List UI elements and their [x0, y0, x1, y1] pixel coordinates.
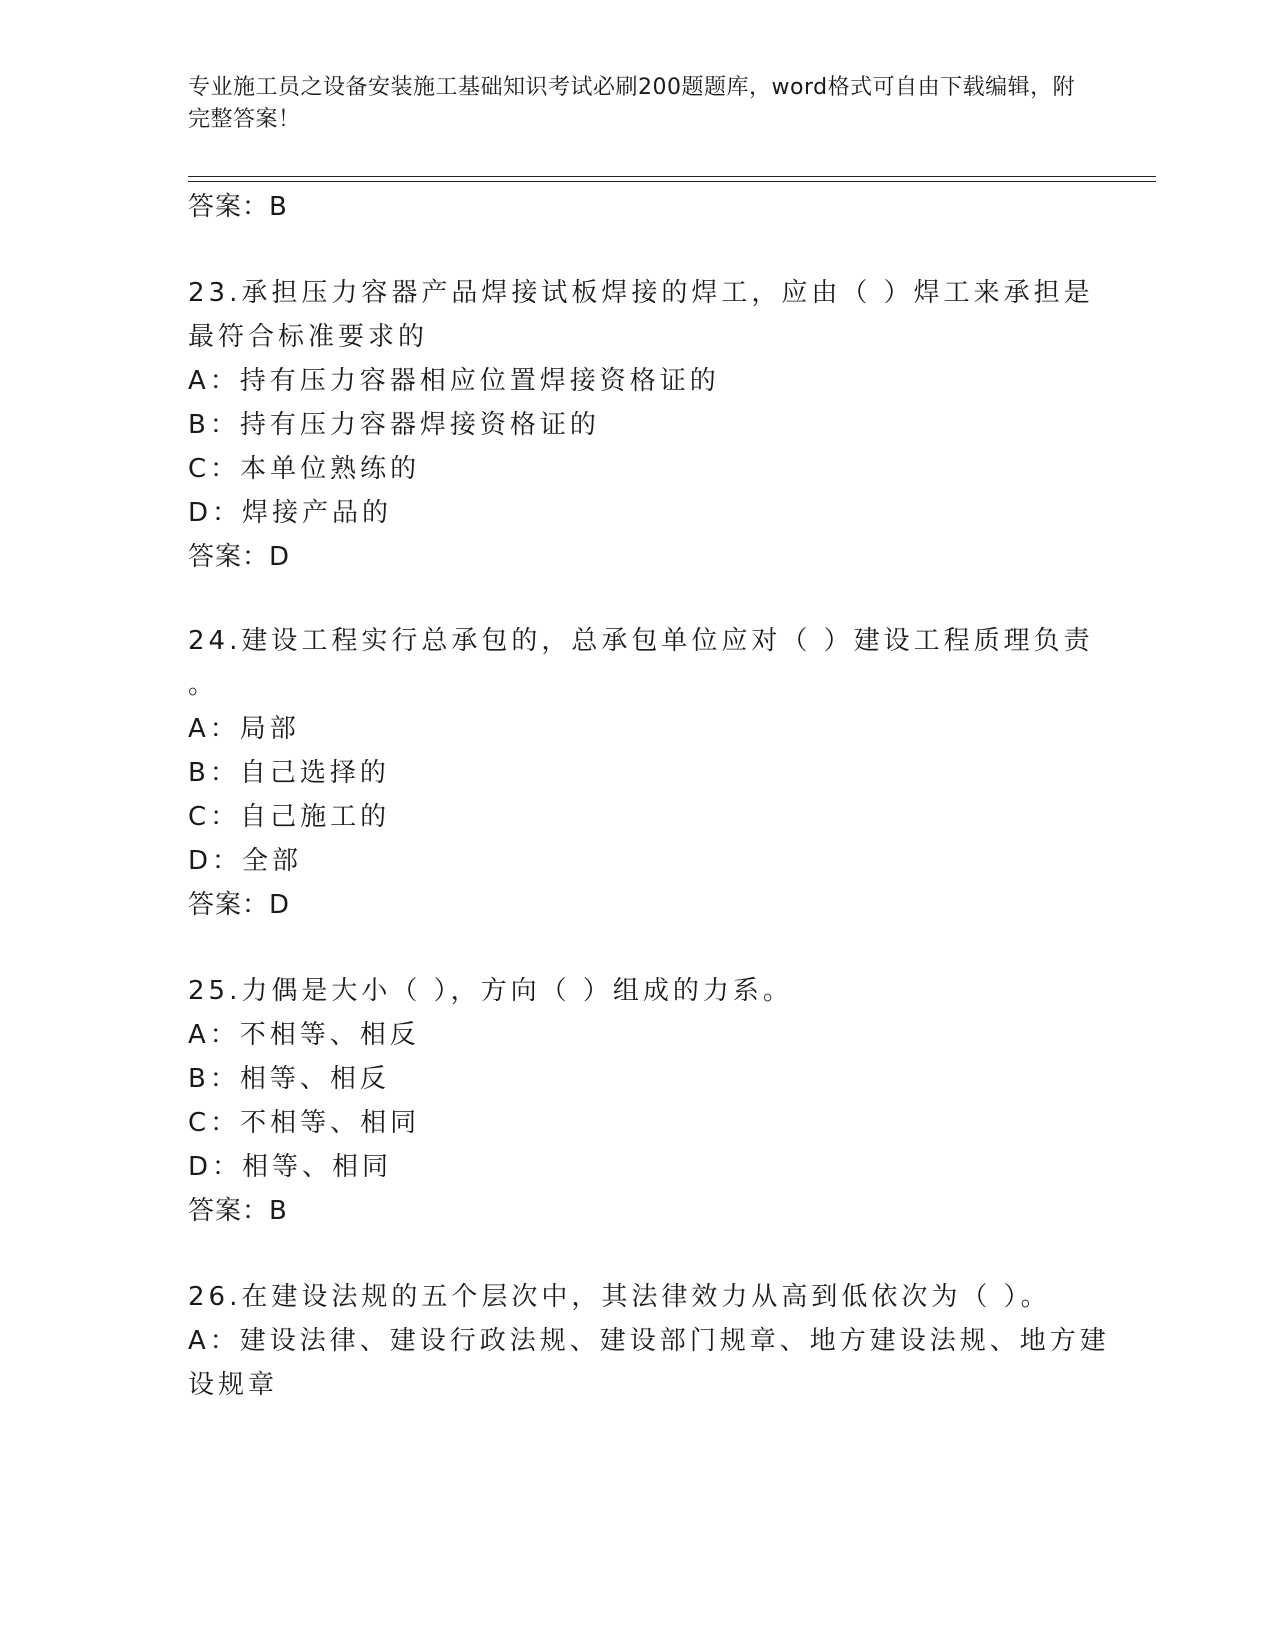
- header-rule-bottom: [188, 181, 1156, 182]
- question-25-option-b: B：相等、相反: [188, 1064, 390, 1094]
- question-25-option-c: C：不相等、相同: [188, 1108, 421, 1138]
- question-25-option-d: D：相等、相同: [188, 1152, 393, 1182]
- header-rule-top: [188, 176, 1156, 177]
- question-26-option-a-line2: 设规章: [188, 1370, 279, 1400]
- question-24-option-b: B：自己选择的: [188, 758, 390, 788]
- question-25-option-a: A：不相等、相反: [188, 1020, 420, 1050]
- question-25-stem: 25.力偶是大小（ ），方向（ ）组成的力系。: [188, 976, 793, 1006]
- question-24-option-d: D：全部: [188, 846, 303, 876]
- question-23-answer: 答案：D: [188, 542, 291, 572]
- question-24-option-c: C：自己施工的: [188, 802, 391, 832]
- question-23-stem-line1: 23.承担压力容器产品焊接试板焊接的焊工，应由（ ）焊工来承担是: [188, 278, 1094, 308]
- document-header: 专业施工员之设备安装施工基础知识考试必刷200题题库，word格式可自由下载编辑，附完整答案！: [188, 75, 1076, 132]
- question-23-option-b: B：持有压力容器焊接资格证的: [188, 410, 600, 440]
- question-26-stem: 26.在建设法规的五个层次中，其法律效力从高到低依次为（ ）。: [188, 1282, 1051, 1312]
- question-24-stem-line2: 。: [188, 670, 219, 700]
- question-23-option-d: D：焊接产品的: [188, 498, 393, 528]
- previous-answer: 答案：B: [188, 192, 288, 222]
- question-23-option-c: C：本单位熟练的: [188, 454, 421, 484]
- question-23-stem-line2: 最符合标准要求的: [188, 322, 429, 352]
- question-23-option-a: A：持有压力容器相应位置焊接资格证的: [188, 366, 720, 396]
- question-25-answer: 答案：B: [188, 1196, 288, 1226]
- question-24-option-a: A：局部: [188, 714, 300, 744]
- question-24-stem-line1: 24.建设工程实行总承包的，总承包单位应对（ ）建设工程质理负责: [188, 626, 1094, 656]
- question-26-option-a-line1: A：建设法律、建设行政法规、建设部门规章、地方建设法规、地方建: [188, 1326, 1110, 1356]
- question-24-answer: 答案：D: [188, 890, 291, 920]
